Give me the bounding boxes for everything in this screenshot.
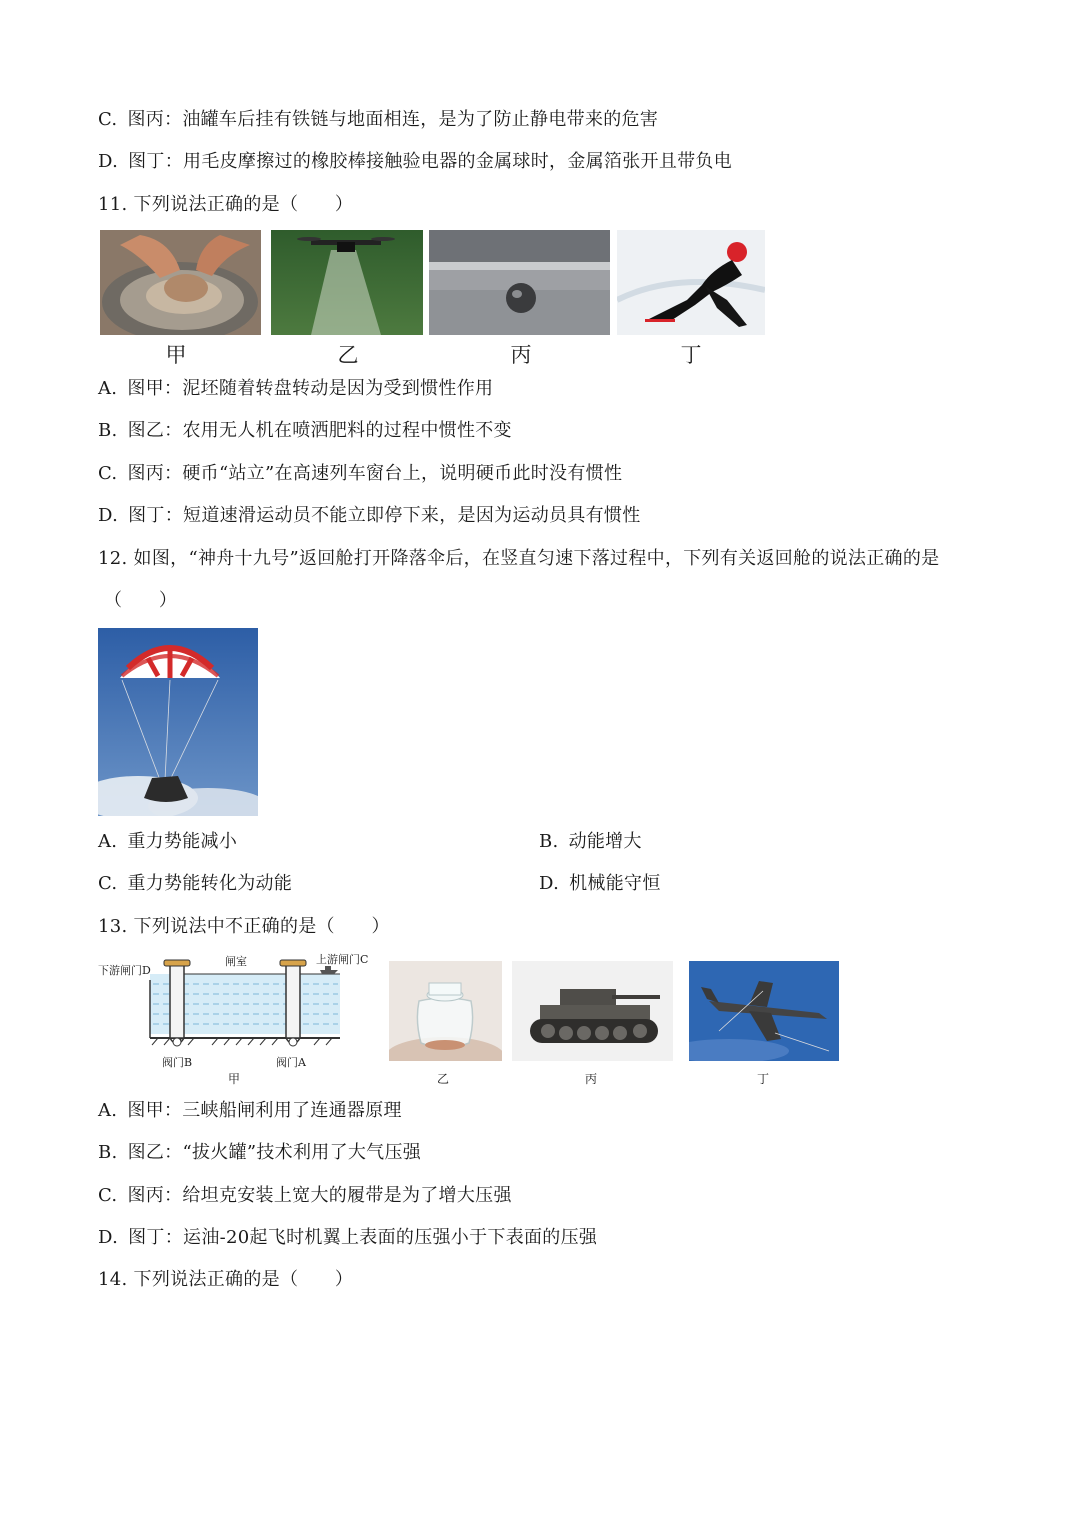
- q12-option-c: C. 重力势能转化为动能: [98, 873, 293, 894]
- q13-caption-bing: 丙: [584, 1072, 597, 1086]
- q13-option-c: C. 图丙：给坦克安装上宽大的履带是为了增大压强: [98, 1185, 512, 1206]
- q10-option-c: C. 图丙：油罐车后挂有铁链与地面相连，是为了防止静电带来的危害: [98, 109, 659, 130]
- q12-stem-line2: （ ）: [104, 590, 178, 611]
- label-valve-a: 阀门A: [276, 1056, 306, 1069]
- q11-caption-bing: 丙: [510, 343, 532, 367]
- q11-caption-ding: 丁: [680, 343, 702, 367]
- q14-stem: 14. 下列说法正确的是（ ）: [98, 1269, 354, 1290]
- q13-option-d: D. 图丁：运油-20起飞时机翼上表面的压强小于下表面的压强: [98, 1227, 598, 1248]
- q12-option-b: B. 动能增大: [539, 831, 642, 852]
- cupping-jar-image: [389, 961, 502, 1061]
- q11-caption-jia: 甲: [165, 343, 187, 367]
- label-upstream-gate: 上游闸门C: [316, 953, 369, 966]
- drone-spraying-image: [271, 230, 423, 335]
- q13-option-b: B. 图乙：“拔火罐”技术利用了大气压强: [98, 1142, 422, 1163]
- ship-lock-diagram: [98, 950, 383, 1070]
- q11-option-a: A. 图甲：泥坯随着转盘转动是因为受到惯性作用: [98, 378, 494, 399]
- tank-image: [512, 961, 673, 1061]
- aerial-refueling-aircraft-image: [689, 961, 839, 1061]
- q13-caption-yi: 乙: [436, 1072, 449, 1086]
- q13-stem: 13. 下列说法中不正确的是（ ）: [98, 916, 390, 937]
- coin-on-train-window-image: [429, 230, 610, 335]
- q12-option-d: D. 机械能守恒: [539, 873, 661, 894]
- label-chamber: 闸室: [225, 955, 247, 968]
- q11-caption-yi: 乙: [337, 343, 359, 367]
- q13-caption-ding: 丁: [756, 1072, 769, 1086]
- q11-stem: 11. 下列说法正确的是（ ）: [98, 194, 354, 215]
- label-valve-b: 阀门B: [162, 1056, 193, 1069]
- q11-option-c: C. 图丙：硬币“站立”在高速列车窗台上，说明硬币此时没有惯性: [98, 463, 623, 484]
- q12-option-a: A. 重力势能减小: [98, 831, 238, 852]
- q11-option-b: B. 图乙：农用无人机在喷洒肥料的过程中惯性不变: [98, 420, 512, 441]
- q11-option-d: D. 图丁：短道速滑运动员不能立即停下来，是因为运动员具有惯性: [98, 505, 641, 526]
- speed-skater-image: [617, 230, 765, 335]
- q12-stem-line1: 12. 如图，“神舟十九号”返回舱打开降落伞后，在竖直匀速下落过程中，下列有关返回舱的说法正确的是: [98, 548, 940, 569]
- q10-option-d: D. 图丁：用毛皮摩擦过的橡胶棒接触验电器的金属球时，金属箔张开且带负电: [98, 151, 733, 172]
- q13-option-a: A. 图甲：三峡船闸利用了连通器原理: [98, 1100, 402, 1121]
- label-downstream-gate: 下游闸门D: [98, 964, 151, 977]
- parachute-capsule-image: [98, 628, 258, 816]
- q13-caption-jia: 甲: [227, 1072, 240, 1086]
- pottery-wheel-image: [100, 230, 261, 335]
